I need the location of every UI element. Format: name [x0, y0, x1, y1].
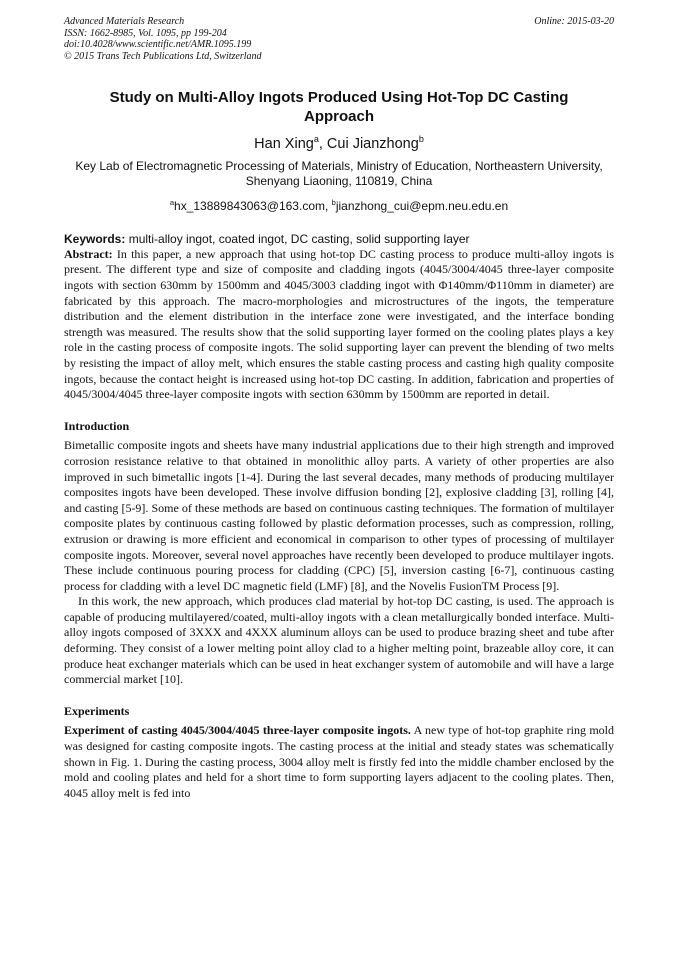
keywords-label: Keywords: [64, 231, 126, 246]
email-mark: a [169, 197, 175, 207]
affiliation-line: Key Lab of Electromagnetic Processing of Materials, Ministry of Education, Northeastern University, [75, 158, 603, 173]
paper-title: Study on Multi-Alloy Ingots Produced Using Hot-Top DC Casting Approach [109, 89, 569, 125]
email-separator: , [324, 198, 332, 213]
author-name: Cui Jianzhong [326, 135, 419, 152]
affiliation [64, 159, 614, 189]
subsection-runin-heading: Experiment of casting 4045/3004/4045 three-layer composite ingots. [64, 723, 411, 738]
author-affil-mark: b [418, 134, 424, 144]
email-address: jianzhong_cui@epm.neu.edu.en [335, 198, 509, 213]
journal-meta [64, 16, 262, 62]
paragraph: In this work, the new approach, which produces clad material by hot-top DC casting, is used. The approach is capable of producing multilayered/coated, multi-alloy ingots with a clean metallurgically bonded interface. Multi-alloy ingots composed of 3XXX and 4XXX aluminum alloys can be used to produce brazing sheet and tube after deforming. They consist of a lower melting point alloy clad to a higher melting point, brazeable alloy core, it can produce heat exchanger materials which can be used in heat exchanger system of automobile and will have a large commercial market [10]. [64, 594, 614, 687]
journal-issn: ISSN: 1662-8985, Vol. 1095, pp 199-204 [64, 27, 227, 39]
author-affil-mark: a [313, 134, 319, 144]
journal-header [64, 16, 614, 62]
paragraph [64, 723, 614, 801]
journal-name: Advanced Materials Research [64, 16, 185, 27]
author-list [64, 130, 614, 153]
keywords [64, 232, 614, 247]
abstract-label: Abstract: [64, 246, 113, 261]
email-mark: b [331, 197, 336, 207]
author-separator: , [318, 135, 327, 152]
abstract-text: In this paper, a new approach that using hot-top DC casting process to produce multi-alloy ingots is present. The different type and size of composite and cladding ingots (4045/3004/4045 three-layer composite ingots with section 630mm by 1500mm and 4045/3003 cladding ingot with Φ140mm/Φ110mm in diameter) are fabricated by this approach. The macro-morphologies and microstructures of the ingots, the temperature distribution and the element distribution in the interface zone were investigated, and the interface bonding strength was measured. The results show that the solid supporting layer formed on the cooling plates plays a key role in the casting process of composite ingots. The solid supporting layer can prevent the blending of two melts by resisting the impact of alloy melt, which ensures the stable casting process and casting high quality composite ingots, because the contact height is increased using hot-top DC casting. In addition, fabrication and properties of 4045/3004/4045 three-layer composite ingots with section 630mm by 1500mm are reported in detail. [64, 246, 614, 402]
keywords-text: multi-alloy ingot, coated ingot, DC casting, solid supporting layer [125, 231, 470, 246]
affiliation-line: Shenyang Liaoning, 110819, China [245, 173, 433, 188]
journal-doi: doi:10.4028/www.scientific.net/AMR.1095.199 [64, 39, 252, 50]
journal-copyright: © 2015 Trans Tech Publications Ltd, Switzerland [64, 50, 262, 62]
section-heading-introduction: Introduction [64, 418, 130, 433]
online-date: Online: 2015-03-20 [534, 16, 614, 27]
email-address: hx_13889843063@163.com [174, 198, 325, 213]
author-emails [64, 195, 614, 214]
paragraph: Bimetallic composite ingots and sheets have many industrial applications due to their high strength and improved corrosion resistance relative to that obtained in monolithic alloy parts. A variety of other properties are also improved in such bimetallic ingots [1-4]. During the last several decades, many methods of producing multilayer composites ingots have been developed. These involve diffusion bonding [2], explosive cladding [3], rolling [4], and casting [5-9]. Some of these methods are based on continuous casting techniques. The formation of multilayer composite plates by continuous casting followed by plastic deformation processes, such as compression, rolling, extrusion or drawing is more efficient and economical in comparison to other types of processing of multilayer composite ingots. Moreover, several novel approaches have recently been developed to produce multilayer ingots. These include continuous pouring process for cladding (CPC) [5], inversion casting [6-7], continuous casting process for cladding with a level DC magnetic field (LMF) [8], and the Novelis FusionTM Process [9]. [64, 438, 614, 593]
paragraph-text: A new type of hot-top graphite ring mold was designed for casting composite ingots. The casting process at the initial and steady states was schematically shown in Fig. 1. During the casting process, 3004 alloy melt is firstly fed into the middle chamber enclosed by the mold and cooling plates and held for a short time to form supporting layers adjacent to the cooling plates. Then, 4045 alloy melt is fed into [64, 723, 615, 800]
section-heading-experiments: Experiments [64, 703, 130, 718]
author-name: Han Xing [254, 135, 314, 152]
abstract [64, 247, 614, 403]
